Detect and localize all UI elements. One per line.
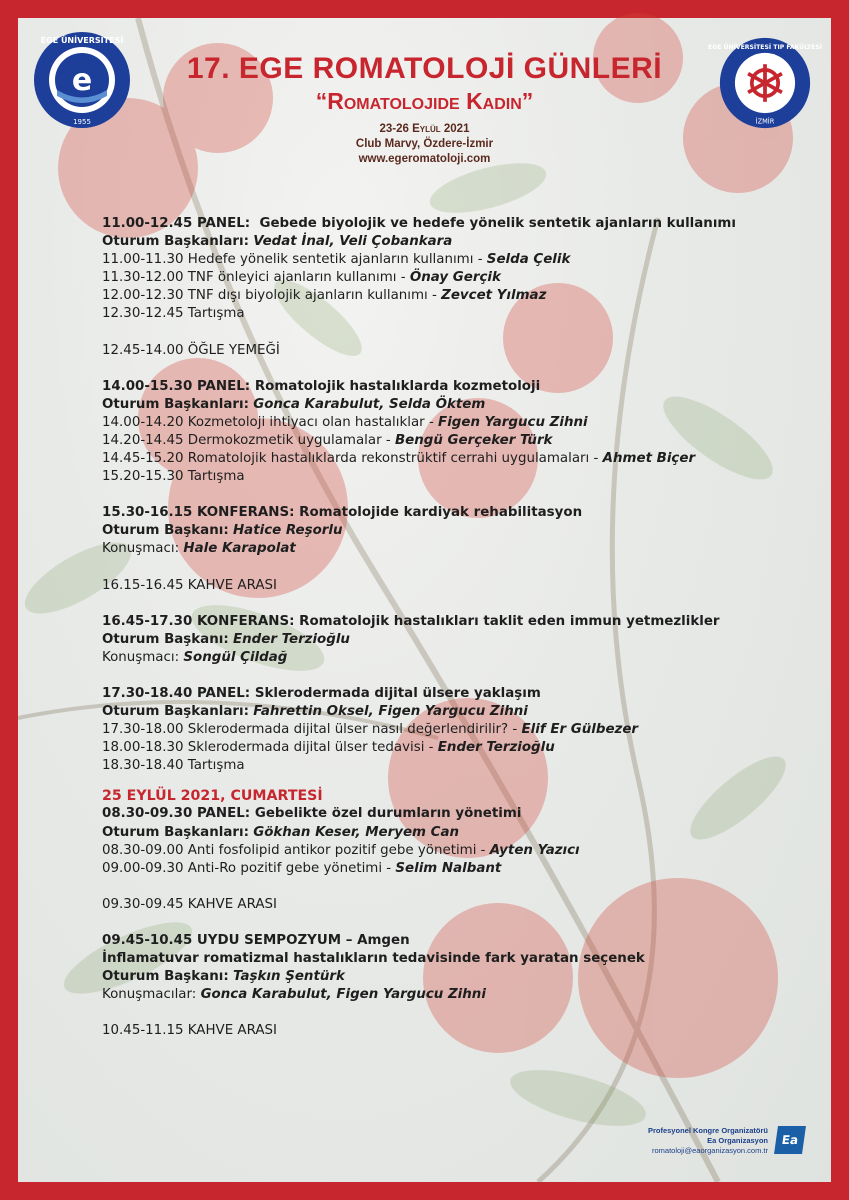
event-dates [18,122,831,137]
session-heading: 09.45-10.45 UYDU SEMPOZYUM – Amgen [102,932,410,948]
coffee-break: 10.45-11.15 KAHVE ARASI [102,1023,277,1039]
dates-month: Eylül [412,123,441,135]
event-details [18,122,831,167]
event-venue: Club Marvy, Özdere-İzmir [355,138,494,150]
logo-left-year: 1955 [73,118,91,126]
lunch-break: 12.45-14.00 ÖĞLE YEMEĞİ [102,342,280,358]
day-heading: 25 EYLÜL 2021, CUMARTESİ [102,788,323,805]
organizer-line2: Ea Organizasyon [707,1136,768,1145]
session-heading: 17.30-18.40 PANEL: Sklerodermada dijital ülsere yaklaşım [102,685,541,701]
talk: 09.00-09.30 Anti-Ro pozitif gebe yönetimi - Selim Nalbant [102,860,502,876]
session-speaker: Konuşmacı: Hale Karapolat [102,541,296,557]
logo-left-letter: e [71,63,93,98]
poster [18,18,831,1182]
session-6 [102,787,742,877]
talk: 14.00-14.20 Kozmetoloji ihtiyacı olan hastalıklar - Figen Yargucu Zihni [102,414,588,430]
session-3 [102,504,742,558]
session-5 [102,685,742,775]
session-7 [102,932,742,1004]
session-heading: 15.30-16.15 KONFERANS: Romatolojide kardiyak rehabilitasyon [102,505,583,521]
dates-year: 2021 [443,123,470,135]
logo-left-text: EGE ÜNİVERSİTESİ [40,36,124,45]
talk: 11.00-11.30 Hedefe yönelik sentetik ajanların kullanımı - Selda Çelik [102,252,571,268]
session-title: İnflamatuvar romatizmal hastalıkların tedavisinde fark yaratan seçenek [102,951,645,966]
session-chairs: Oturum Başkanları: Gökhan Keser, Meryem Can [102,824,460,840]
session-chairs: Oturum Başkanı: Taşkın Şentürk [102,969,345,985]
session-2 [102,378,742,487]
session-heading: 11.00-12.45 PANEL: Gebede biyolojik ve hedefe yönelik sentetik ajanların kullanımı [102,216,736,231]
session-heading: 08.30-09.30 PANEL: Gebelikte özel durumların yönetimi [102,806,522,822]
organizer-email[interactable]: romatoloji@eaorganizasyon.com.tr [652,1146,768,1155]
session-chairs: Oturum Başkanı: Ender Terzioğlu [102,631,350,647]
session-1 [102,215,742,324]
event-title: 17. EGE ROMATOLOJİ GÜNLERİ [186,52,663,85]
session-speaker: Konuşmacı: Songül Çildağ [102,649,288,665]
event-subtitle: “Romatolojide Kadın” [315,88,534,114]
logo-right-text: EGE ÜNİVERSİTESİ TIP FAKÜLTESİ [708,44,822,52]
talk: 18.00-18.30 Sklerodermada dijital ülser tedavisi - Ender Terzioğlu [102,740,555,756]
coffee-break: 16.15-16.45 KAHVE ARASI [102,577,277,593]
organizer-line1: Profesyonel Kongre Organizatörü [647,1126,768,1135]
session-chairs: Oturum Başkanı: Hatice Reşorlu [102,523,343,539]
talk: 12.00-12.30 TNF dışı biyolojik ajanların kullanımı - Zevcet Yılmaz [102,288,547,304]
session-heading: 16.45-17.30 KONFERANS: Romatolojik hastalıkları taklit eden immun yetmezlikler [102,613,720,629]
session-speaker: Konuşmacılar: Gonca Karabulut, Figen Yargucu Zihni [102,987,486,1003]
talk: 14.45-15.20 Romatolojik hastalıklarda rekonstrüktif cerrahi uygulamaları - Ahmet Biçer [102,451,696,467]
session-4 [102,613,742,667]
talk: 12.30-12.45 Tartışma [102,306,245,322]
dates-days: 23-26 [379,123,409,135]
session-chairs: Oturum Başkanları: Gonca Karabulut, Selda Öktem [102,396,486,412]
organizer-info [618,1126,768,1156]
program [102,215,742,1058]
logo-right-city: İZMİR [755,117,775,126]
talk: 15.20-15.30 Tartışma [102,469,245,485]
coffee-break: 09.30-09.45 KAHVE ARASI [102,896,277,912]
medical-faculty-logo [708,36,822,130]
talk: 18.30-18.40 Tartışma [102,758,245,774]
session-chairs: Oturum Başkanları: Vedat İnal, Veli Çobankara [102,234,453,250]
talk: 11.30-12.00 TNF önleyici ajanların kullanımı - Önay Gerçik [102,270,501,286]
header [18,18,831,178]
talk: 14.20-14.45 Dermokozmetik uygulamalar - Bengü Gerçeker Türk [102,432,553,448]
session-chairs: Oturum Başkanları: Fahrettin Oksel, Figen Yargucu Zihni [102,703,528,719]
session-heading: 14.00-15.30 PANEL: Romatolojik hastalıklarda kozmetoloji [102,378,541,394]
talk: 17.30-18.00 Sklerodermada dijital ülser nasıl değerlendirilir? - Elif Er Gülbezer [102,722,639,738]
event-website[interactable]: www.egeromatoloji.com [358,153,491,165]
ea-organizasyon-logo: Ea [774,1126,806,1154]
talk: 08.30-09.00 Anti fosfolipid antikor pozitif gebe yönetimi - Ayten Yazıcı [102,842,580,858]
